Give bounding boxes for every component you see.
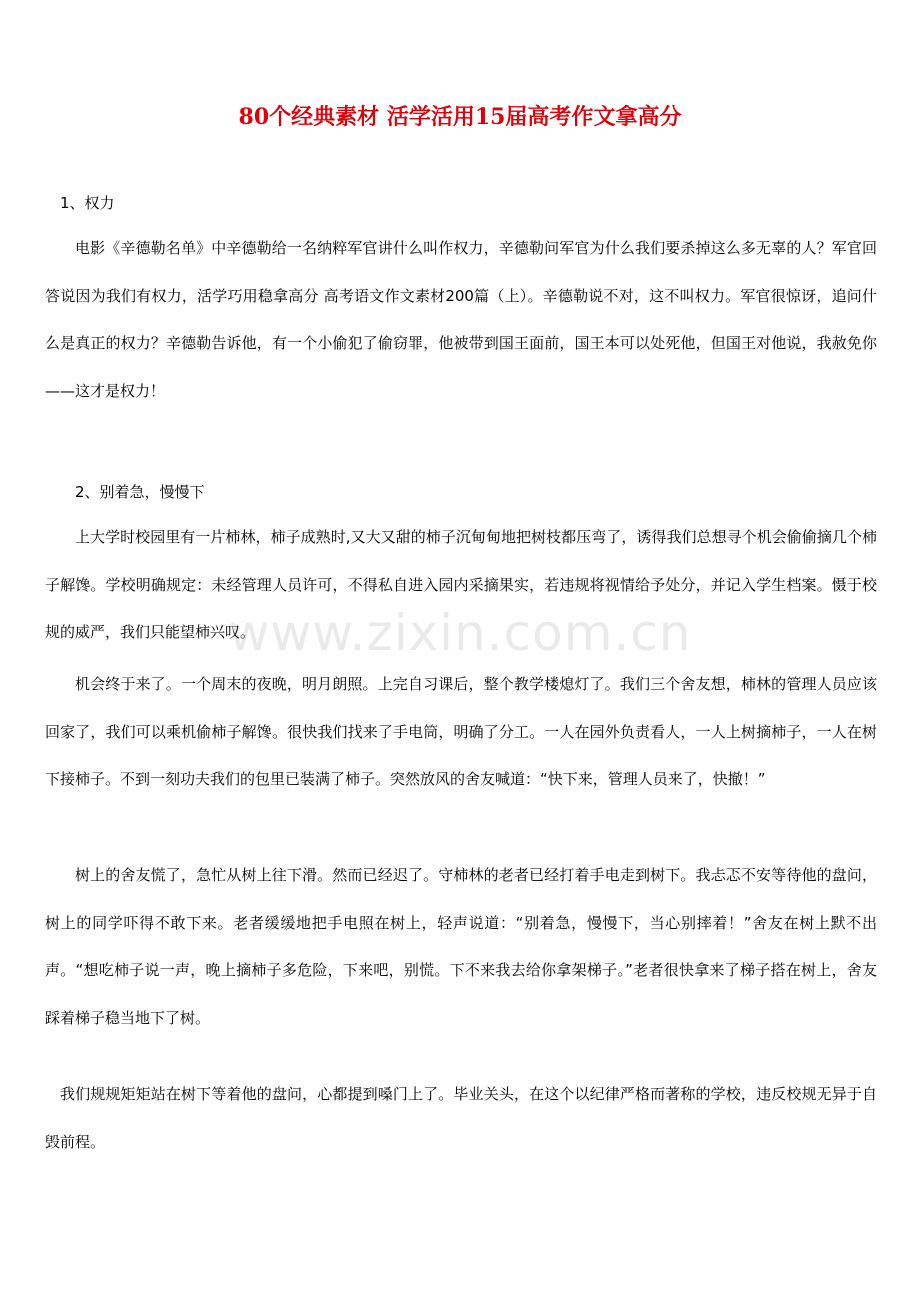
paragraph-caught: 树上的舍友慌了，急忙从树上往下滑。然而已经迟了。守柿林的老者已经打着手电走到树下。我忐忑不安等待他的盘问，树上的同学吓得不敢下来。老者缓缓地把手电照在树上，轻声说道：“别着急，慢慢下，当心别摔着！”舍友在树上默不出声。“想吃柿子说一声，晚上摘柿子多危险，下来吧，别慌。下不来我去给你拿架梯子。”老者很快拿来了梯子搭在树上，舍友踩着梯子稳当地下了树。 [45, 866, 877, 1027]
section-heading-power: 1、权力 [60, 194, 115, 212]
paragraph-opportunity: 机会终于来了。一个周末的夜晚，明月朗照。上完自习课后，整个教学楼熄灯了。我们三个舍友想，柿林的管理人员应该回家了，我们可以乘机偷柿子解馋。很快我们找来了手电筒，明确了分工。一人在园外负责看人，一人上树摘柿子，一人在树下接柿子。不到一刻功夫我们的包里已装满了柿子。突然放风的舍友喊道：“快下来，管理人员来了，快撤！” [45, 675, 877, 788]
section-heading-dont-hurry: 2、别着急，慢慢下 [75, 483, 205, 501]
paragraph-persimmon-grove: 上大学时校园里有一片柿林，柿子成熟时,又大又甜的柿子沉甸甸地把树枝都压弯了，诱得我们总想寻个机会偷偷摘几个柿子解馋。学校明确规定：未经管理人员许可，不得私自进入园内采摘果实，若违规将视情给予处分，并记入学生档案。慑于校规的威严，我们只能望柿兴叹。 [45, 528, 877, 641]
paragraph-power: 电影《辛德勒名单》中辛德勒给一名纳粹军官讲什么叫作权力，辛德勒问军官为什么我们要杀掉这么多无辜的人？军官回答说因为我们有权力，活学巧用稳拿高分 高考语文作文素材200篇（上）。辛德勒说不对，这不叫权力。军官很惊讶，追问什么是真正的权力？辛德勒告诉他，有一个小偷犯了偷窃罪，他被带到国王面前，国王本可以处死他，但国王对他说，我赦免你——这才是权力！ [45, 239, 877, 400]
paragraph-waiting: 我们规规矩矩站在树下等着他的盘问，心都提到嗓门上了。毕业关头，在这个以纪律严格而著称的学校，违反校规无异于自毁前程。 [45, 1085, 877, 1151]
document-title: 80个经典素材 活学活用15届高考作文拿高分 [238, 104, 682, 130]
watermark: www.zixin.com.cn [228, 604, 692, 662]
